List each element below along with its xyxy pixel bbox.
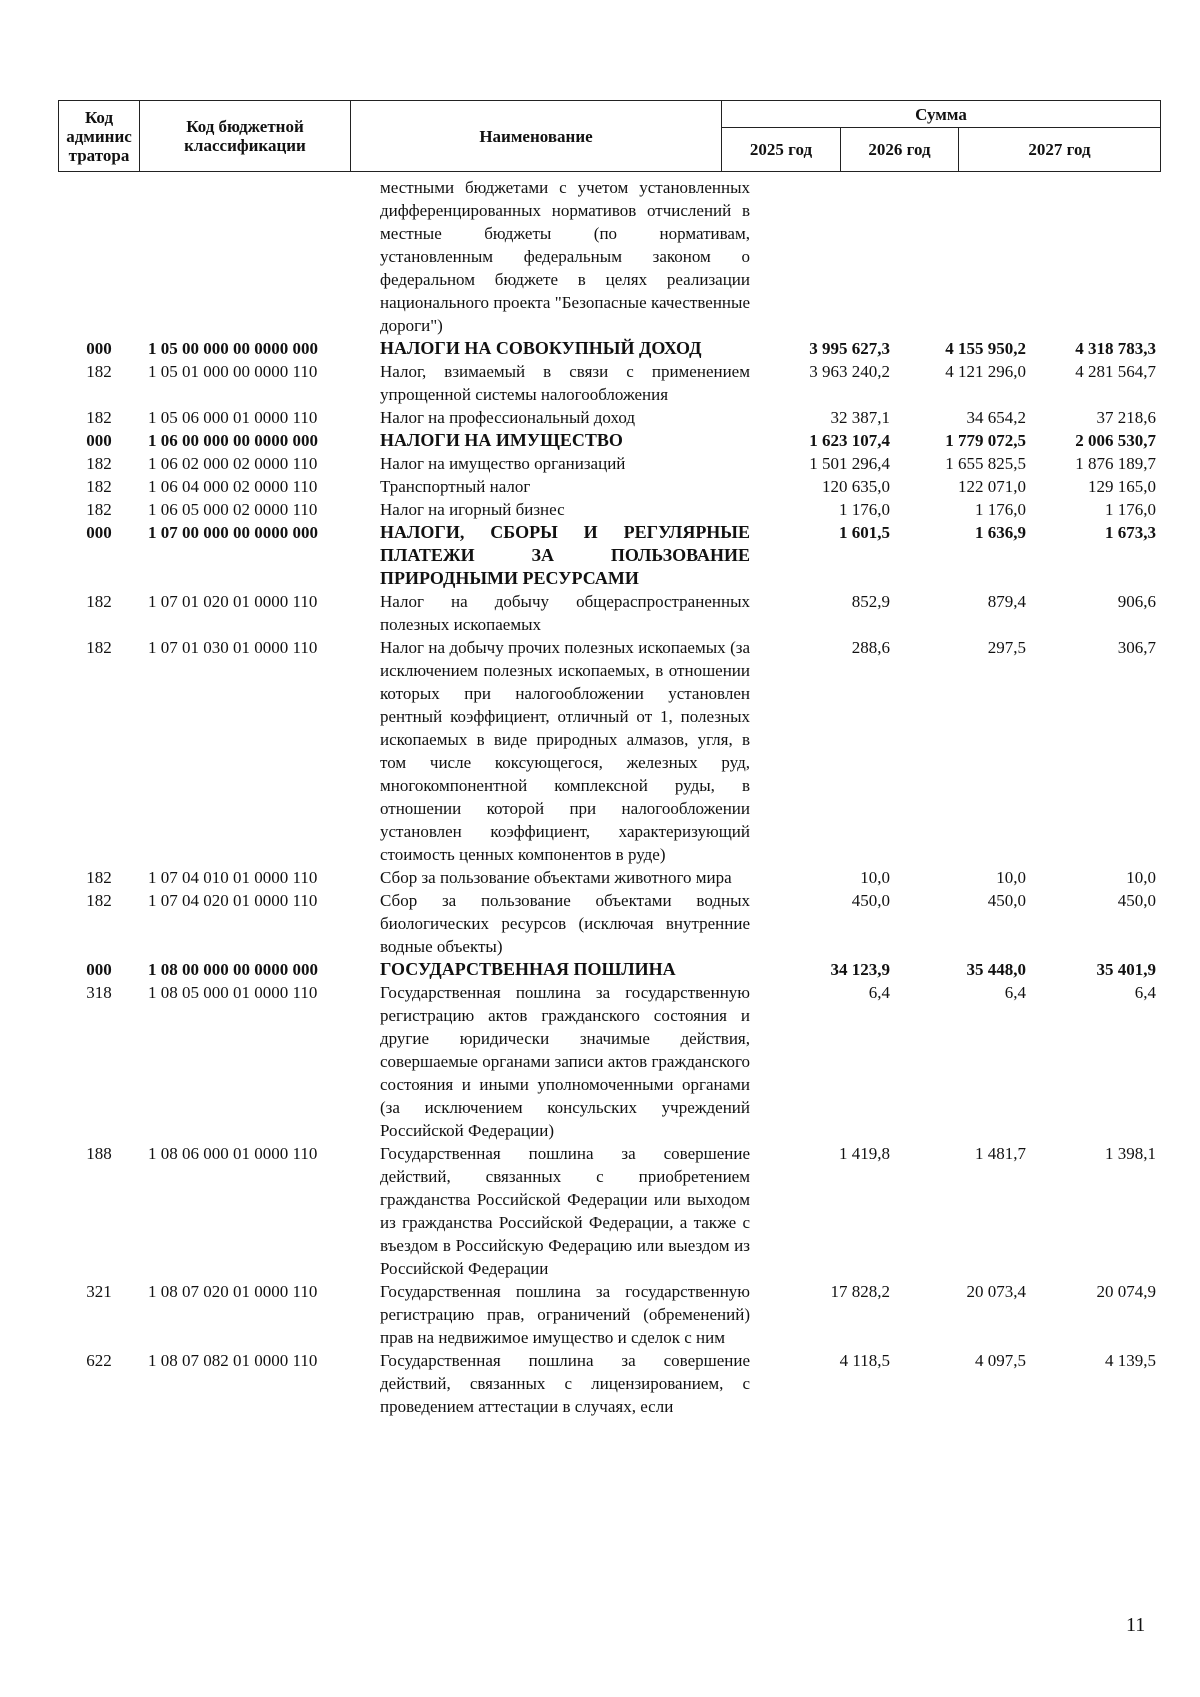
row-name: Транспортный налог <box>380 477 531 496</box>
table-row <box>58 866 1168 889</box>
table-row <box>58 889 1168 958</box>
value-2025: 32 387,1 <box>830 408 890 427</box>
row-name: НАЛОГИ НА СОВОКУПНЫЙ ДОХОД <box>380 338 702 358</box>
budget-code: 1 07 04 020 01 0000 110 <box>148 891 318 910</box>
value-2026: 1 779 072,5 <box>945 431 1026 450</box>
value-2027: 10,0 <box>1126 868 1156 887</box>
row-name: Налог на имущество организаций <box>380 454 626 473</box>
continuation-text: местными бюджетами с учетом установленных дифференцированных нормативов отчислений в местные бюджеты (по нормативам, установленным федеральным законом о федеральном бюджете в целях реализации национального проекта "Безопасные качественные дороги") <box>380 178 750 335</box>
value-2027: 4 281 564,7 <box>1075 362 1156 381</box>
value-2027: 2 006 530,7 <box>1075 431 1156 450</box>
table-row <box>58 360 1168 406</box>
value-2027: 1 398,1 <box>1105 1144 1156 1163</box>
table-row <box>58 521 1168 590</box>
value-2025: 120 635,0 <box>822 477 890 496</box>
admin-code: 182 <box>86 592 112 611</box>
value-2027: 4 139,5 <box>1105 1351 1156 1370</box>
budget-code: 1 07 01 020 01 0000 110 <box>148 592 318 611</box>
header-sum: Сумма <box>915 104 967 124</box>
value-2025: 6,4 <box>868 983 890 1002</box>
value-2027: 20 074,9 <box>1096 1282 1156 1301</box>
row-name: Государственная пошлина за государственную регистрацию актов гражданского состояния и другие юридически значимые действия, совершаемые органами записи актов гражданского состояния и иными уполномоченными органами (за исключением консульских учреждений Российской Федерации) <box>380 983 750 1140</box>
value-2027: 450,0 <box>1117 891 1156 910</box>
value-2025: 17 828,2 <box>830 1282 890 1301</box>
value-2026: 1 655 825,5 <box>945 454 1026 473</box>
row-name: Налог на добычу прочих полезных ископаемых (за исключением полезных ископаемых, в отношении которых при налогообложении установлен рентный коэффициент, отличный от 1, полезных ископаемых в виде природных алмазов, угля, в том числе коксующегося, железных руд, многокомпонентной комплексной руды, в отношении которой при налогообложении установлен коэффициент, характеризующий стоимость ценных компонентов в руде) <box>380 638 750 864</box>
value-2027: 35 401,9 <box>1096 960 1156 979</box>
value-2026: 450,0 <box>987 891 1026 910</box>
value-2025: 1 501 296,4 <box>809 454 890 473</box>
value-2027: 306,7 <box>1117 638 1156 657</box>
value-2027: 129 165,0 <box>1088 477 1156 496</box>
row-name: НАЛОГИ, СБОРЫ И РЕГУЛЯРНЫЕ ПЛАТЕЖИ ЗА ПОЛЬЗОВАНИЕ ПРИРОДНЫМИ РЕСУРСАМИ <box>380 522 750 588</box>
value-2026: 1 636,9 <box>975 523 1026 542</box>
admin-code: 182 <box>86 891 112 910</box>
table-row <box>58 452 1168 475</box>
row-name: Государственная пошлина за государственную регистрацию прав, ограничений (обременений) прав на недвижимое имущество и сделок с ним <box>380 1282 750 1347</box>
admin-code: 318 <box>86 983 112 1002</box>
row-name: НАЛОГИ НА ИМУЩЕСТВО <box>380 430 623 450</box>
table-row <box>58 475 1168 498</box>
admin-code: 321 <box>86 1282 112 1301</box>
value-2025: 1 419,8 <box>839 1144 890 1163</box>
value-2025: 852,9 <box>851 592 890 611</box>
admin-code: 182 <box>86 500 112 519</box>
table-row <box>58 406 1168 429</box>
value-2027: 906,6 <box>1117 592 1156 611</box>
budget-code: 1 07 01 030 01 0000 110 <box>148 638 318 657</box>
admin-code: 182 <box>86 638 112 657</box>
value-2026: 10,0 <box>996 868 1026 887</box>
budget-code: 1 08 07 082 01 0000 110 <box>148 1351 318 1370</box>
admin-code: 000 <box>86 960 112 979</box>
table-row <box>58 590 1168 636</box>
value-2026: 4 155 950,2 <box>945 339 1026 358</box>
table-row <box>58 429 1168 452</box>
value-2026: 1 176,0 <box>975 500 1026 519</box>
row-name: ГОСУДАРСТВЕННАЯ ПОШЛИНА <box>380 959 676 979</box>
value-2025: 3 995 627,3 <box>809 339 890 358</box>
value-2025: 10,0 <box>860 868 890 887</box>
table-row <box>58 1280 1168 1349</box>
value-2027: 1 876 189,7 <box>1075 454 1156 473</box>
admin-code: 182 <box>86 362 112 381</box>
value-2025: 34 123,9 <box>830 960 890 979</box>
value-2027: 4 318 783,3 <box>1075 339 1156 358</box>
row-name: Сбор за пользование объектами водных биологических ресурсов (исключая внутренние водные объекты) <box>380 891 750 956</box>
admin-code: 182 <box>86 454 112 473</box>
value-2027: 1 176,0 <box>1105 500 1156 519</box>
header-admin-code: Код админис тратора <box>66 107 132 165</box>
table-row <box>58 958 1168 981</box>
budget-code: 1 05 00 000 00 0000 000 <box>148 339 318 358</box>
value-2026: 297,5 <box>987 638 1026 657</box>
value-2026: 35 448,0 <box>966 960 1026 979</box>
table-body <box>58 176 1168 1418</box>
header-year-2025: 2025 год <box>749 140 813 159</box>
budget-code: 1 05 06 000 01 0000 110 <box>148 408 318 427</box>
table-row <box>58 1349 1168 1418</box>
budget-code: 1 07 00 000 00 0000 000 <box>148 523 318 542</box>
table-header <box>58 100 1161 172</box>
row-name: Налог на добычу общераспространенных полезных ископаемых <box>380 592 750 634</box>
admin-code: 000 <box>86 339 112 358</box>
value-2027: 1 673,3 <box>1105 523 1156 542</box>
table-row <box>58 498 1168 521</box>
table-row <box>58 636 1168 866</box>
row-name: Налог на игорный бизнес <box>380 500 565 519</box>
continuation-row <box>58 176 1168 337</box>
budget-code: 1 06 05 000 02 0000 110 <box>148 500 318 519</box>
budget-code: 1 05 01 000 00 0000 110 <box>148 362 318 381</box>
row-name: Налог на профессиональный доход <box>380 408 635 427</box>
budget-code: 1 08 07 020 01 0000 110 <box>148 1282 318 1301</box>
value-2026: 34 654,2 <box>966 408 1026 427</box>
header-budget-code: Код бюджетной классификации <box>184 117 306 155</box>
budget-code: 1 06 00 000 00 0000 000 <box>148 431 318 450</box>
admin-code: 182 <box>86 868 112 887</box>
header-year-2027: 2027 год <box>1028 140 1091 159</box>
header-year-2026: 2026 год <box>868 140 931 159</box>
value-2025: 4 118,5 <box>839 1351 890 1370</box>
admin-code: 622 <box>86 1351 112 1370</box>
value-2026: 6,4 <box>1004 983 1026 1002</box>
table-row <box>58 981 1168 1142</box>
value-2026: 4 097,5 <box>975 1351 1026 1370</box>
budget-code: 1 08 00 000 00 0000 000 <box>148 960 318 979</box>
value-2025: 1 601,5 <box>839 523 890 542</box>
budget-code: 1 08 05 000 01 0000 110 <box>148 983 318 1002</box>
page-number: 11 <box>1126 1614 1146 1636</box>
value-2025: 450,0 <box>851 891 890 910</box>
value-2025: 288,6 <box>851 638 890 657</box>
budget-code: 1 06 02 000 02 0000 110 <box>148 454 318 473</box>
value-2027: 37 218,6 <box>1096 408 1156 427</box>
admin-code: 182 <box>86 408 112 427</box>
value-2025: 1 176,0 <box>839 500 890 519</box>
admin-code: 188 <box>86 1144 112 1163</box>
row-name: Налог, взимаемый в связи с применением упрощенной системы налогообложения <box>380 362 750 404</box>
value-2026: 4 121 296,0 <box>945 362 1026 381</box>
value-2026: 1 481,7 <box>975 1144 1026 1163</box>
value-2025: 1 623 107,4 <box>809 431 890 450</box>
table-row <box>58 337 1168 360</box>
header-name: Наименование <box>479 126 593 146</box>
admin-code: 182 <box>86 477 112 496</box>
row-name: Государственная пошлина за совершение действий, связанных с лицензированием, с проведением аттестации в случаях, если <box>380 1351 750 1416</box>
value-2026: 122 071,0 <box>958 477 1026 496</box>
value-2026: 879,4 <box>987 592 1026 611</box>
row-name: Сбор за пользование объектами животного мира <box>380 868 732 887</box>
value-2027: 6,4 <box>1134 983 1156 1002</box>
row-name: Государственная пошлина за совершение действий, связанных с приобретением гражданства Российской Федерации или выходом из гражданства Российской Федерации, а также с въездом в Российскую Федерацию или выездом из Российской Федерации <box>380 1144 750 1278</box>
table-row <box>58 1142 1168 1280</box>
value-2026: 20 073,4 <box>966 1282 1026 1301</box>
value-2025: 3 963 240,2 <box>809 362 890 381</box>
budget-code: 1 08 06 000 01 0000 110 <box>148 1144 318 1163</box>
admin-code: 000 <box>86 523 112 542</box>
budget-code: 1 07 04 010 01 0000 110 <box>148 868 318 887</box>
budget-code: 1 06 04 000 02 0000 110 <box>148 477 318 496</box>
admin-code: 000 <box>86 431 112 450</box>
